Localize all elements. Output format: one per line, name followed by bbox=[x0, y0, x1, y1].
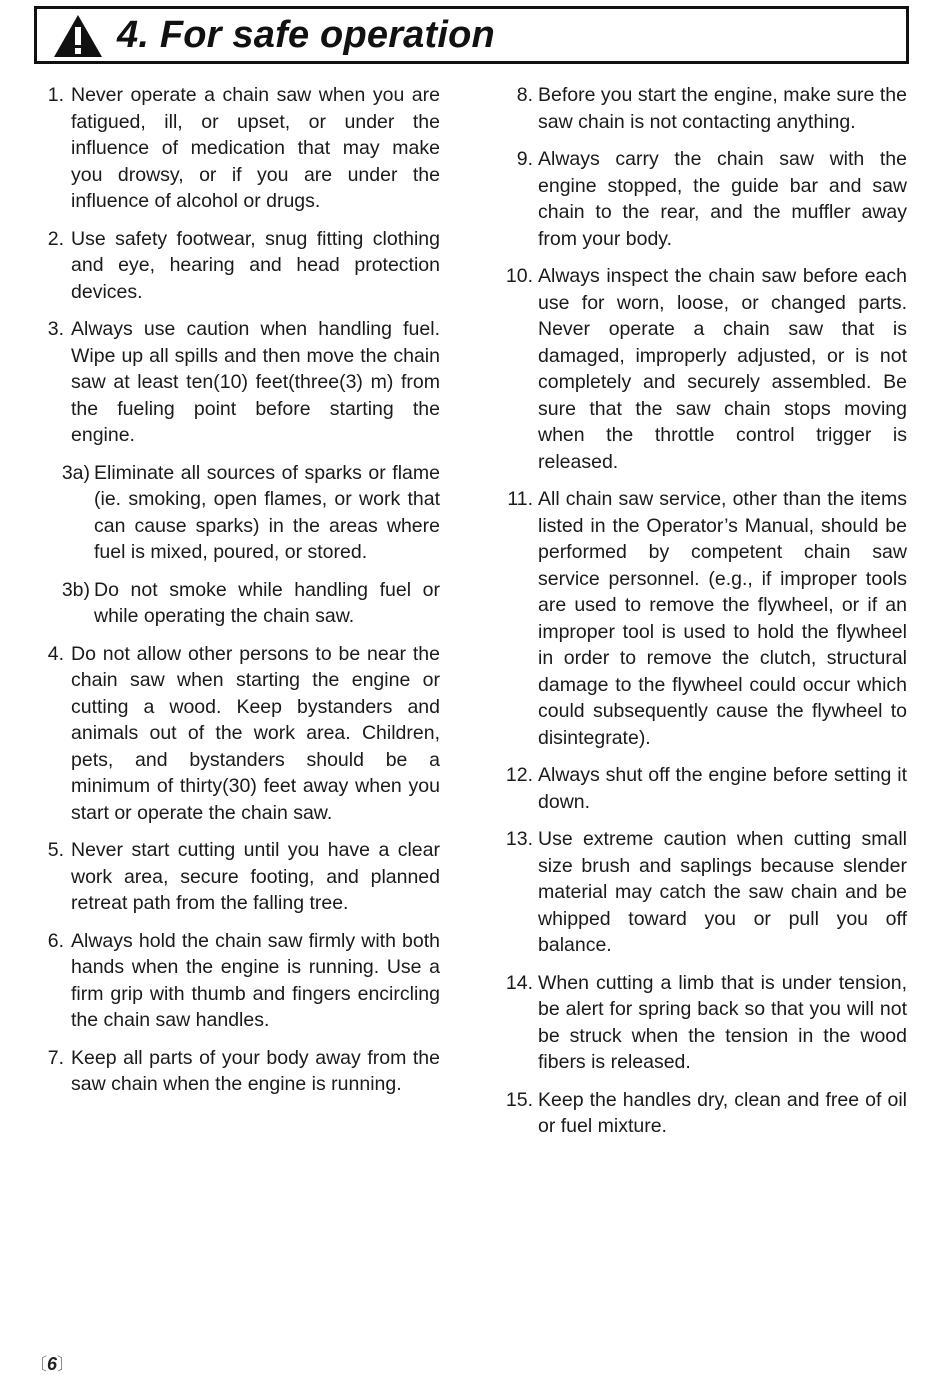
item-text: Never operate a chain saw when you are fatigued, ill, or upset, or under the influence of medication that may make you drowsy, or if you are under the influence of alcohol or drugs. bbox=[71, 84, 440, 212]
list-item bbox=[505, 970, 907, 1076]
list-item bbox=[507, 486, 907, 751]
item-text: Always shut off the engine before setting it down. bbox=[538, 764, 907, 813]
right-column bbox=[505, 82, 907, 1151]
item-text: Before you start the engine, make sure the saw chain is not contacting anything. bbox=[538, 84, 907, 133]
item-number: 13. bbox=[505, 828, 533, 850]
item-text: Keep the handles dry, clean and free of oil or fuel mixture. bbox=[538, 1088, 907, 1137]
item-number: 11. bbox=[507, 488, 533, 510]
page-title: 4. For safe operation bbox=[117, 13, 495, 56]
list-item bbox=[46, 641, 440, 827]
list-item bbox=[505, 762, 907, 815]
warning-triangle-icon bbox=[53, 14, 103, 58]
item-text: Use extreme caution when cutting small size brush and saplings because slender material may catch the saw chain and be whipped toward you or pull you off balance. bbox=[538, 828, 907, 956]
item-text: Do not allow other persons to be near the chain saw when starting the engine or cutting a wood. Keep bystanders and animals out of the work area. Children, pets, and bystanders should be a minimum of thirty(30) feet away when you start or operate the chain saw. bbox=[71, 642, 440, 824]
left-bracket-icon: 〔 bbox=[30, 1355, 47, 1374]
item-text: Eliminate all sources of sparks or flame (ie. smoking, open flames, or work that can cause sparks) in the areas where fuel is mixed, poured, or stored. bbox=[94, 461, 440, 563]
left-column bbox=[46, 82, 440, 1109]
item-number: 15. bbox=[505, 1088, 533, 1111]
item-number: 8. bbox=[516, 84, 533, 106]
list-item bbox=[513, 146, 907, 252]
list-item bbox=[505, 263, 907, 475]
list-item bbox=[505, 826, 907, 959]
item-text: Do not smoke while handling fuel or while operating the chain saw. bbox=[94, 578, 440, 627]
list-item bbox=[46, 928, 440, 1034]
item-number: 7. bbox=[47, 1046, 64, 1069]
list-item bbox=[505, 1087, 907, 1140]
item-number: 1. bbox=[47, 84, 64, 106]
item-text: Always carry the chain saw with the engine stopped, the guide bar and saw chain to the rear, and the muffler away from your body. bbox=[538, 148, 907, 250]
item-number: 3a) bbox=[61, 461, 90, 484]
item-number: 3b) bbox=[61, 578, 90, 601]
item-number: 9. bbox=[516, 148, 533, 170]
item-text: Use safety footwear, snug fitting clothing and eye, hearing and head protection devices. bbox=[71, 227, 440, 303]
list-item bbox=[46, 316, 440, 449]
page-number: 6 bbox=[47, 1354, 58, 1374]
sub-list-item bbox=[46, 460, 440, 566]
item-text: When cutting a limb that is under tension, be alert for spring back so that you will not be struck when the tension in the wood fibers is released. bbox=[538, 971, 907, 1073]
item-number: 10. bbox=[505, 265, 533, 287]
page-footer bbox=[30, 1350, 74, 1375]
item-number: 2. bbox=[47, 227, 64, 250]
list-item bbox=[46, 82, 440, 215]
list-item bbox=[46, 226, 440, 306]
list-item bbox=[46, 1045, 440, 1098]
right-bracket-icon: 〕 bbox=[57, 1355, 75, 1374]
list-item bbox=[513, 82, 907, 135]
item-number: 5. bbox=[47, 839, 64, 861]
item-text: Always hold the chain saw firmly with both hands when the engine is running. Use a firm grip with thumb and fingers encircling the chain saw handles. bbox=[71, 929, 440, 1031]
item-number: 3. bbox=[47, 318, 64, 340]
item-text: Never start cutting until you have a clear work area, secure footing, and planned retreat path from the falling tree. bbox=[71, 839, 440, 914]
item-number: 4. bbox=[47, 642, 64, 665]
item-number: 12. bbox=[505, 764, 533, 786]
sub-list-item bbox=[46, 577, 440, 630]
item-text: Always inspect the chain saw before each use for worn, loose, or changed parts. Never operate a chain saw that is damaged, improperly adjusted, or is not completely and securely assembled. Be sure that the saw chain stops moving when the throttle control trigger is released. bbox=[538, 265, 907, 473]
item-text: Keep all parts of your body away from the saw chain when the engine is running. bbox=[71, 1046, 440, 1095]
item-number: 14. bbox=[505, 971, 533, 994]
list-item bbox=[46, 837, 440, 917]
item-text: Always use caution when handling fuel. Wipe up all spills and then move the chain saw at least ten(10) feet(three(3) m) from the fueling point before starting the engine. bbox=[71, 318, 440, 446]
item-number: 6. bbox=[47, 929, 64, 952]
section-header bbox=[34, 6, 909, 64]
item-text: All chain saw service, other than the items listed in the Operator’s Manual, should be performed by competent chain saw service personnel. (e.g., if improper tools are used to remove the flywheel, or if an improper tool is used to hold the flywheel in order to remove the clutch, structural damage to the flywheel could occur which could subsequently cause the flywheel to disintegrate). bbox=[538, 488, 907, 749]
